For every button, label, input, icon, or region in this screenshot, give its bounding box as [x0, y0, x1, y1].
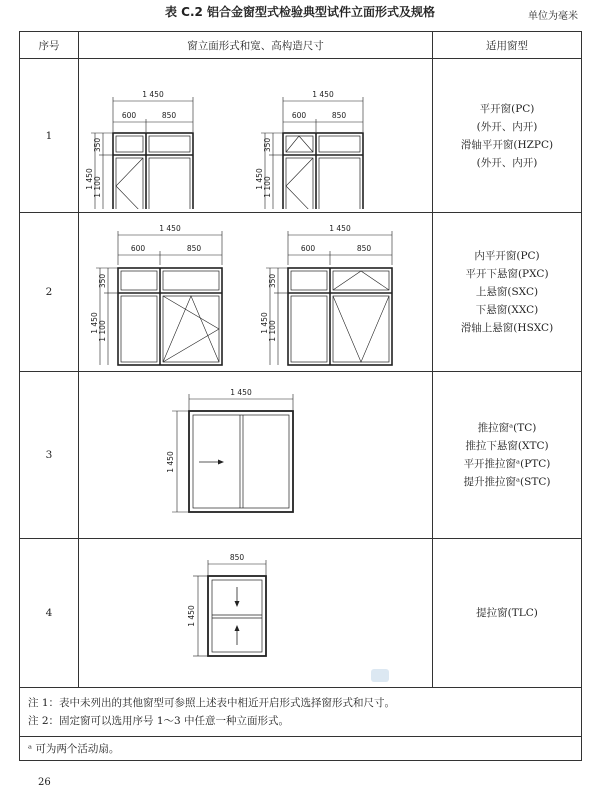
row-figure: [79, 539, 433, 688]
arrow-down-icon: [234, 601, 239, 607]
table-row: [20, 213, 582, 372]
row-fit: [433, 213, 582, 372]
window-type: 滑轴平开窗(HZPC): [460, 138, 554, 151]
dim-total-width: 1 450: [311, 90, 334, 99]
dim-top-height: 350: [97, 273, 107, 289]
watermark-icon: [371, 669, 389, 682]
notes-cell: [20, 688, 582, 737]
sliding-window: [166, 388, 293, 512]
window-type: 内平开窗(PC): [474, 250, 540, 262]
window-type: 平开推拉窗ᵃ(PTC): [463, 458, 551, 470]
dim-bottom-height: 1 100: [97, 320, 107, 342]
header-fit: 适用窗型: [433, 32, 582, 59]
row-fit: [433, 539, 582, 688]
footnote-row: [20, 737, 582, 761]
dim-total-height: 1 450: [84, 168, 94, 190]
row-seq: 3: [20, 372, 79, 539]
window-type: 平开窗(PC): [479, 102, 535, 115]
dim-right-width: 850: [161, 111, 176, 120]
row-seq: 4: [20, 539, 79, 688]
window-type: 下悬窗(XXC): [475, 304, 539, 316]
row-seq: 1: [20, 59, 79, 213]
footnote-cell: ᵃ 可为两个活动扇。: [20, 737, 582, 761]
dim-total-height: 1 450: [254, 168, 264, 190]
dim-total-width: 1 450: [158, 224, 181, 233]
spec-table: [19, 31, 582, 761]
window-type: 平开下悬窗(PXC): [465, 268, 549, 280]
dim-left-width: 600: [291, 111, 306, 120]
table-row: [20, 539, 582, 688]
note-1: 注 1：表中未列出的其他窗型可参照上述表中相近开启形式选择窗形式和尺寸。: [28, 697, 396, 709]
dim-total-height: 1 450: [89, 312, 99, 334]
dim-left-width: 600: [130, 244, 145, 253]
inward-casement-window-left: [90, 224, 222, 365]
dim-bottom-height: 1 100: [267, 320, 277, 342]
page-number: 26: [38, 777, 51, 788]
window-elevation-drawing: [81, 372, 431, 535]
window-type: 提拉窗(TLC): [476, 607, 538, 619]
notes-row: [20, 688, 582, 737]
header-row: [20, 32, 582, 59]
row-figure: [79, 372, 433, 539]
dim-total-width: 1 450: [141, 90, 164, 99]
header-seq: 序号: [20, 32, 79, 59]
dim-tlc-height: 1 450: [186, 605, 196, 627]
vertical-sliding-window: [187, 553, 266, 656]
unit-label: 单位为毫米: [528, 11, 578, 22]
note-2: 注 2：固定窗可以选用序号 1～3 中任意一种立面形式。: [28, 715, 290, 727]
top-hung-window-right: [260, 224, 392, 365]
table-title: 表 C.2 铝合金窗型式检验典型试件立面形式及规格: [164, 5, 436, 19]
casement-window-right: [255, 90, 363, 209]
dim-top-height: 350: [267, 273, 277, 289]
row-figure: [79, 213, 433, 372]
dim-top-height: 350: [92, 137, 102, 153]
table-row: [20, 372, 582, 539]
arrow-right-icon: [218, 460, 224, 465]
header-figure: 窗立面形式和宽、高构造尺寸: [79, 32, 433, 59]
window-elevation-drawing: [81, 59, 431, 209]
dim-right-width: 850: [331, 111, 346, 120]
row-fit: [433, 372, 582, 539]
dim-right-width: 850: [356, 244, 371, 253]
dim-top-height: 350: [262, 137, 272, 153]
dim-total-width: 1 450: [229, 388, 252, 397]
dim-right-width: 850: [186, 244, 201, 253]
window-elevation-drawing: [81, 539, 431, 684]
dim-total-height: 1 450: [165, 451, 175, 473]
dim-total-height: 1 450: [259, 312, 269, 334]
dim-total-width: 1 450: [328, 224, 351, 233]
dim-left-width: 600: [300, 244, 315, 253]
casement-window-left: [85, 90, 193, 209]
window-type: (外开、内开): [476, 120, 538, 133]
window-type: 滑轴上悬窗(HSXC): [460, 322, 554, 334]
row-fit: [433, 59, 582, 213]
window-elevation-drawing: [81, 213, 431, 368]
dim-left-width: 600: [121, 111, 136, 120]
dim-tlc-width: 850: [229, 553, 244, 562]
table-row: [20, 59, 582, 213]
row-figure: [79, 59, 433, 213]
window-type: 上悬窗(SXC): [475, 286, 539, 298]
window-type: (外开、内开): [476, 156, 538, 169]
window-type: 提升推拉窗ᵃ(STC): [463, 476, 551, 488]
arrow-up-icon: [234, 625, 239, 631]
dim-bottom-height: 1 100: [262, 176, 272, 198]
window-type: 推拉下悬窗(XTC): [465, 440, 549, 452]
row-seq: 2: [20, 213, 79, 372]
window-type: 推拉窗ᵃ(TC): [477, 422, 537, 434]
dim-bottom-height: 1 100: [92, 176, 102, 198]
